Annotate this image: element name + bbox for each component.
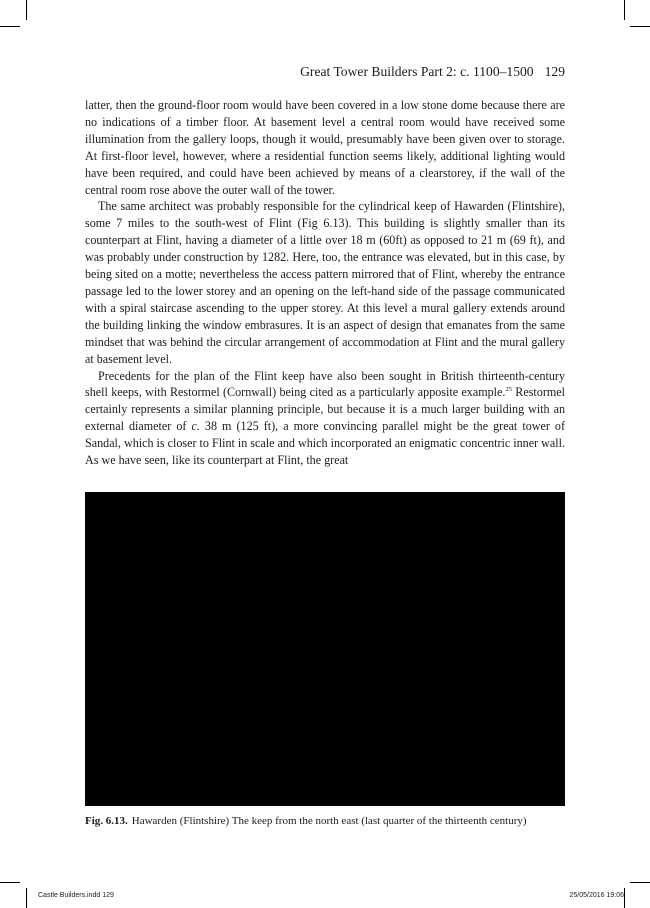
crop-mark-bottom-left-horizontal xyxy=(0,882,20,883)
body-paragraph xyxy=(85,97,565,198)
running-head-title: Great Tower Builders Part 2: c. 1100–1500 xyxy=(300,64,534,79)
crop-mark-bottom-right-vertical xyxy=(624,888,625,908)
page-number: 129 xyxy=(544,64,565,79)
crop-mark-top-right-vertical xyxy=(624,0,625,20)
paragraph-text: latter, then the ground-floor room would have been covered in a low stone dome because there are no indications of a timber floor. At basement level a central room would have received some illumination from the gallery loops, though it would, presumably have been given over to storage. At first-floor level, however, where a residential function seems likely, additional lighting would have been required, and could have been achieved by means of a clearstorey, if the wall of the central room rose above the outer wall of the tower. xyxy=(85,98,565,197)
paragraph-text: Precedents for the plan of the Flint keep have also been sought in British thirteenth-century shell keeps, with Restormel (Cornwall) being cited as a particularly apposite example. xyxy=(85,368,565,400)
figure-caption xyxy=(85,814,565,828)
body-paragraph xyxy=(85,368,565,469)
crop-mark-top-left-vertical xyxy=(26,0,27,20)
crop-mark-bottom-left-vertical xyxy=(26,888,27,908)
figure-label: Fig. 6.13. xyxy=(85,815,128,827)
running-head xyxy=(300,64,565,80)
crop-mark-top-left-horizontal xyxy=(0,26,20,27)
paragraph-text: The same architect was probably responsible for the cylindrical keep of Hawarden (Flintshire), some 7 miles to the south-west of Flint (Fig 6.13). This building is slightly smaller than its counterpart at Flint, having a diameter of a little over 18 m (60ft) as opposed to 21 m (69 ft), and was probably under construction by 1282. Here, too, the entrance was elevated, but in this case, by being sited on a motte; nevertheless the access pattern mirrored that of Flint, whereby the entrance passage led to the lower storey and an opening on the left-hand side of the passage communicated with a spiral staircase ascending to the upper storey. At this level a mural gallery extends around the building linking the window embrasures. It is an aspect of design that emanates from the same mindset that was behind the circular arrangement of accommodation at Flint and the mural gallery at basement level. xyxy=(85,199,565,366)
crop-mark-bottom-right-horizontal xyxy=(630,882,650,883)
body-paragraph xyxy=(85,198,565,367)
footnote-reference: 25 xyxy=(505,386,512,394)
italic-text: c. xyxy=(191,419,200,434)
body-text xyxy=(85,97,565,469)
figure-caption-text: Hawarden (Flintshire) The keep from the north east (last quarter of the thirteenth century) xyxy=(131,815,527,827)
figure-photo-placeholder xyxy=(85,492,565,806)
paragraph-text: Restormel certainly represents a similar planning principle, but because it is a much larger building with an external diameter of xyxy=(85,385,566,434)
paragraph-text: 38 m (125 ft), a more convincing parallel might be the great tower of Sandal, which is closer to Flint in scale and which incorporated an enigmatic concentric inner wall. As we have seen, like its counterpart at Flint, the great xyxy=(85,419,565,468)
crop-mark-top-right-horizontal xyxy=(630,26,650,27)
slug-file-name: Castle Builders.indd 129 xyxy=(38,892,114,899)
slug-date-time: 25/05/2016 19:06 xyxy=(569,892,624,899)
